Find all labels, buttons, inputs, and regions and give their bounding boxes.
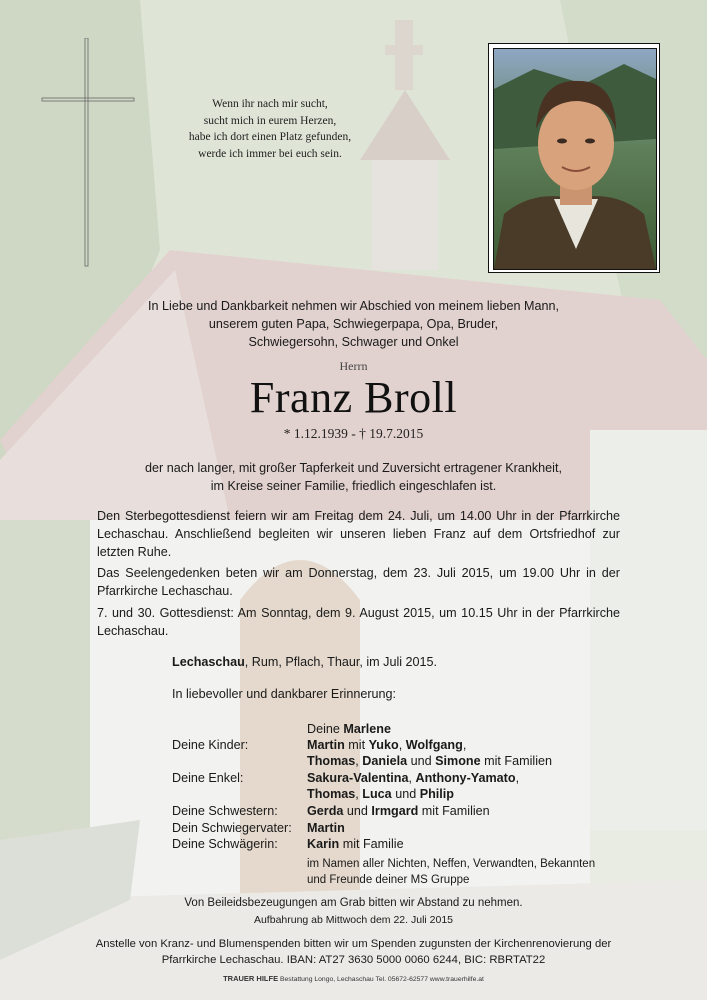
- grandchild-name: Sakura-Valentina: [307, 771, 409, 785]
- laying-out-note: Aufbahrung ab Mittwoch dem 22. Juli 2015: [253, 914, 454, 926]
- separator: ,: [462, 738, 467, 752]
- family-wife: [307, 721, 391, 738]
- child-name: Wolfgang: [405, 738, 463, 752]
- place-and-date: [172, 655, 437, 669]
- poem-line: habe ich dort einen Platz gefunden,: [188, 131, 352, 143]
- intro-text: [80, 297, 627, 351]
- father-in-law-label: Dein Schwiegervater:: [172, 821, 292, 835]
- passing-line: der nach langer, mit großer Tapferkeit und Zuversicht ertragener Krankheit,: [145, 461, 562, 475]
- sister-in-law-name: Karin: [307, 837, 340, 851]
- extended-family-note: [307, 856, 627, 888]
- donation-note: [80, 937, 627, 968]
- life-dates: * 1.12.1939 - † 19.7.2015: [283, 426, 424, 441]
- separator: ,: [515, 771, 520, 785]
- children-line-2: [307, 753, 552, 770]
- suffix: mit Familie: [339, 837, 404, 851]
- grandchildren-line-1: [307, 770, 519, 787]
- donation-line: Anstelle von Kranz- und Blumenspenden bitten wir um Spenden zugunsten der Kirchenrenovierung der: [95, 938, 612, 950]
- grandchildren-line-2: [307, 786, 454, 803]
- conjunction: und: [391, 787, 420, 801]
- separator: ,: [398, 738, 406, 752]
- child-name: Martin: [307, 738, 345, 752]
- donation-line: Pfarrkirche Lechaschau. IBAN: AT27 3630 5000 0060 6244, BIC: RBRTAT22: [161, 953, 546, 966]
- funeral-home-footer: [80, 974, 627, 983]
- conjunction: mit: [344, 738, 369, 752]
- wife-prefix: Deine: [307, 722, 344, 736]
- grandchild-name: Anthony-Yamato: [415, 771, 516, 785]
- children-label: Deine Kinder:: [172, 738, 249, 752]
- cross-icon: [40, 38, 140, 268]
- extended-family-line: im Namen aller Nichten, Neffen, Verwandten, Bekannten: [307, 858, 596, 870]
- sister-name: Irmgard: [371, 804, 419, 818]
- child-name: Simone: [435, 754, 481, 768]
- wife-name: Marlene: [343, 722, 392, 736]
- grandchild-name: Luca: [362, 787, 392, 801]
- memorial-prayer-paragraph: Das Seelengedenken beten wir am Donnerstag, dem 23. Juli 2015, um 19.00 Uhr in der Pfarrkirche Lechaschau.: [97, 566, 620, 598]
- passing-line: im Kreise seiner Familie, friedlich eingeschlafen ist.: [210, 479, 497, 493]
- funeral-home-contact: Bestattung Longo, Lechaschau Tel. 05672-62577 www.trauerhilfe.at: [278, 976, 484, 983]
- grandchild-name: Thomas: [307, 787, 356, 801]
- place-town: Lechaschau: [172, 655, 245, 669]
- sisters-line: [307, 803, 490, 820]
- portrait-photo: [493, 48, 657, 270]
- child-name: Thomas: [307, 754, 356, 768]
- poem: [150, 96, 390, 162]
- intro-line: unserem guten Papa, Schwiegerpapa, Opa, Bruder,: [208, 317, 499, 331]
- sisters-label: Deine Schwestern:: [172, 804, 278, 818]
- father-in-law-name: Martin: [307, 821, 345, 835]
- separator: ,: [355, 787, 363, 801]
- poem-line: sucht mich in eurem Herzen,: [203, 114, 337, 127]
- memory-line: In liebevoller und dankbarer Erinnerung:: [172, 687, 397, 701]
- funeral-home-brand: TRAUER HILFE: [223, 974, 279, 983]
- church-service-paragraph: 7. und 30. Gottesdienst: Am Sonntag, dem 9. August 2015, um 10.15 Uhr in der Pfarrkirche Lechaschau.: [97, 606, 620, 638]
- salutation: Herrn: [339, 359, 368, 373]
- poem-line: Wenn ihr nach mir sucht,: [212, 98, 328, 110]
- suffix: mit Familien: [480, 754, 552, 768]
- grandchildren-label: Deine Enkel:: [172, 771, 244, 785]
- sister-in-law-label: Deine Schwägerin:: [172, 837, 278, 851]
- sister-in-law-line: [307, 836, 404, 853]
- separator: ,: [408, 771, 416, 785]
- sister-name: Gerda: [307, 804, 344, 818]
- conjunction: und: [343, 804, 372, 818]
- condolence-note: Von Beileidsbezeugungen am Grab bitten wir Abstand zu nehmen.: [184, 897, 523, 909]
- funeral-mass-paragraph: Den Sterbegottesdienst feiern wir am Freitag dem 24. Juli, um 14.00 Uhr in der Pfarrkirche Lechaschau. Anschließend begleiten wir unseren lieben Franz auf dem Ortsfriedhof zur letzten Ruhe.: [97, 509, 620, 559]
- child-name: Daniela: [362, 754, 408, 768]
- children-line-1: [307, 737, 466, 754]
- grandchild-name: Philip: [419, 787, 455, 801]
- intro-line: Schwiegersohn, Schwager und Onkel: [248, 335, 459, 349]
- conjunction: und: [407, 754, 436, 768]
- deceased-name: Franz Broll: [249, 373, 458, 422]
- extended-family-line: und Freunde deiner MS Gruppe: [307, 874, 470, 886]
- passing-text: [80, 459, 627, 495]
- place-rest: , Rum, Pflach, Thaur, im Juli 2015.: [244, 655, 438, 669]
- suffix: mit Familien: [418, 804, 490, 818]
- portrait-photo-frame: [488, 43, 660, 273]
- father-in-law-line: [307, 820, 345, 837]
- poem-line: werde ich immer bei euch sein.: [198, 147, 342, 160]
- separator: ,: [355, 754, 363, 768]
- child-name: Yuko: [368, 738, 399, 752]
- intro-line: In Liebe und Dankbarkeit nehmen wir Abschied von meinem lieben Mann,: [148, 299, 559, 313]
